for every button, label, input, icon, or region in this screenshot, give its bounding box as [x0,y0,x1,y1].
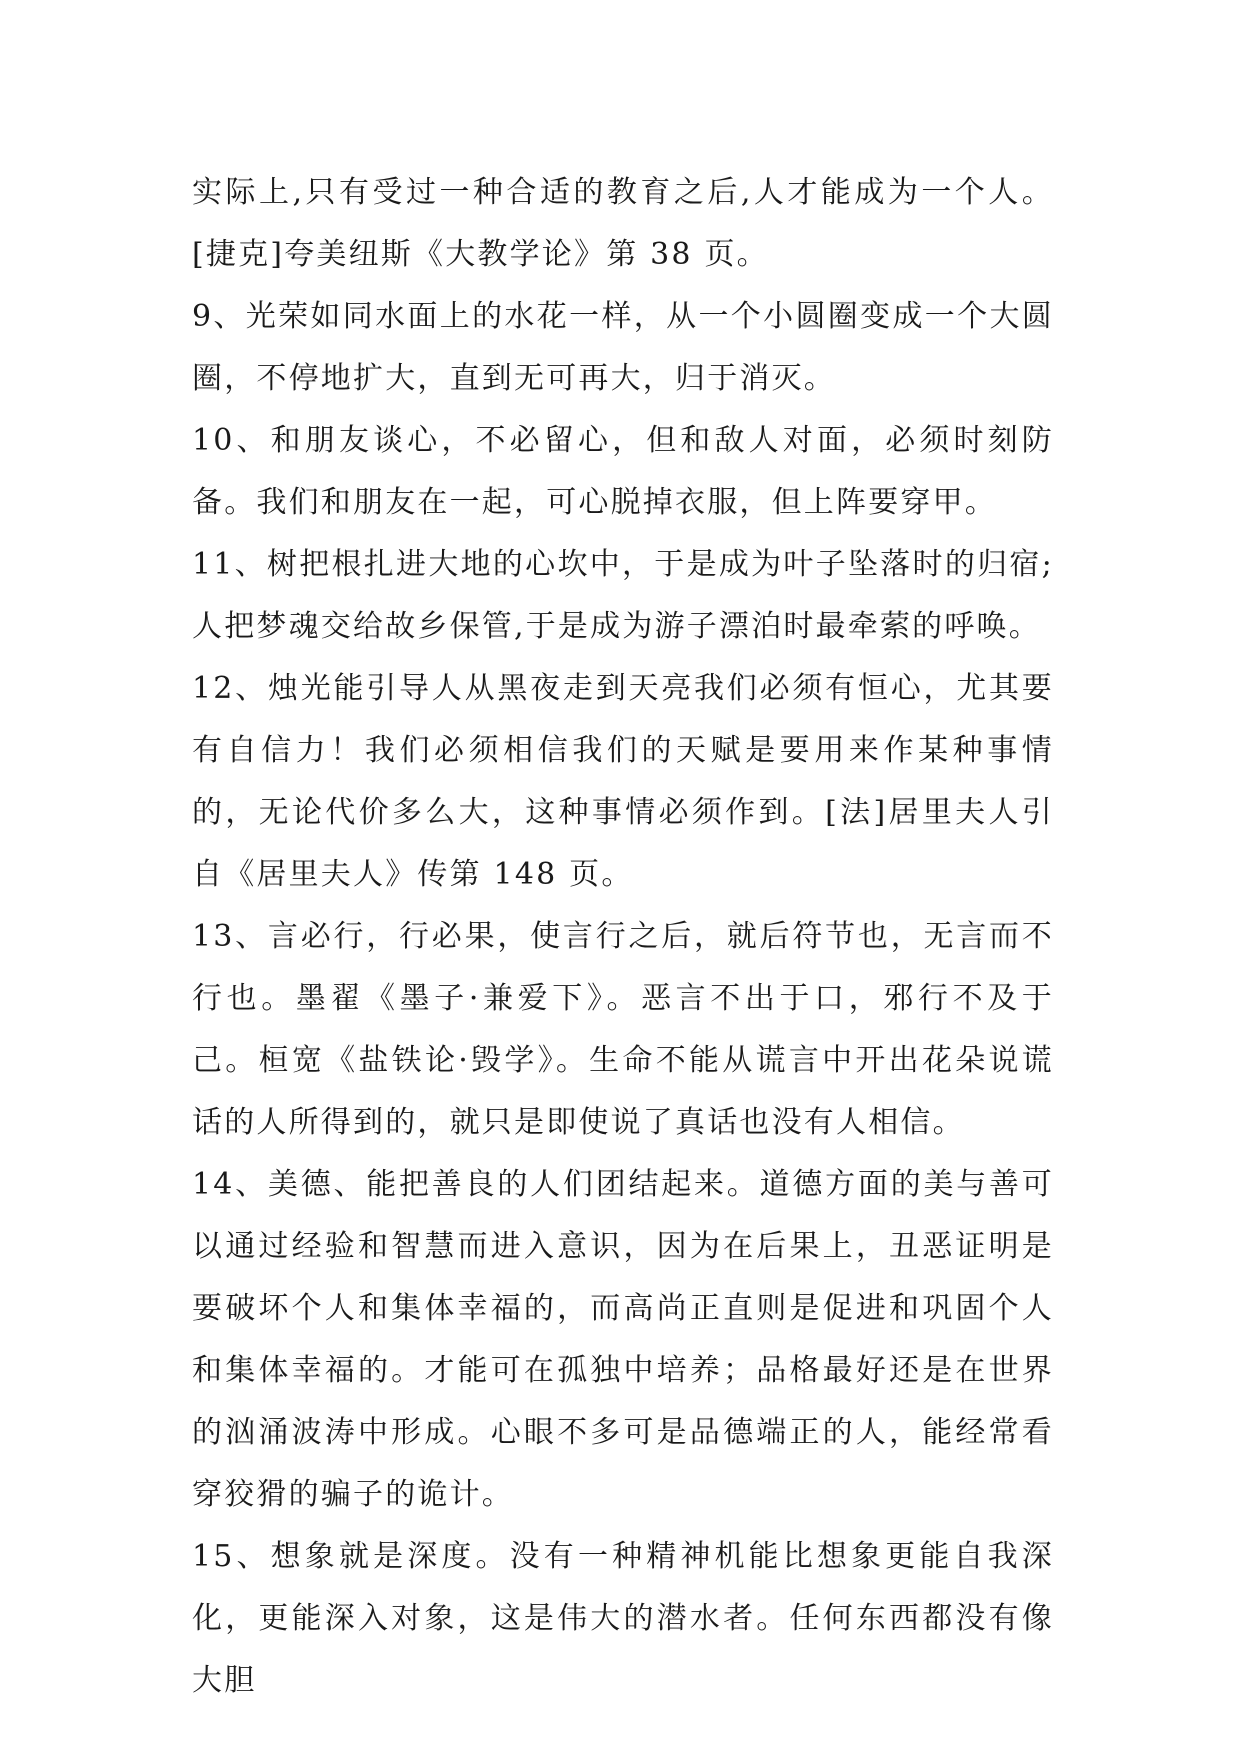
paragraph-intro-quote: 实际上,只有受过一种合适的教育之后,人才能成为一个人。[捷克]夸美纽斯《大教学论》第 38 页。 [192,175,1054,272]
paragraph-item-12: 12、烛光能引导人从黑夜走到天亮我们必须有恒心，尤其要有自信力！我们必须相信我们的天赋是要用来作某种事情的，无论代价多么大，这种事情必须作到。[法]居里夫人引自《居里夫人》传第 148 页。 [192,671,1054,892]
paragraph-item-15: 15、想象就是深度。没有一种精神机能比想象更能自我深化，更能深入对象，这是伟大的潜水者。任何东西都没有像大胆 [192,1539,1054,1698]
paragraph-item-10: 10、和朋友谈心，不必留心，但和敌人对面，必须时刻防备。我们和朋友在一起，可心脱掉衣服，但上阵要穿甲。 [192,423,1054,520]
paragraph-item-14: 14、美德、能把善良的人们团结起来。道德方面的美与善可以通过经验和智慧而进入意识，因为在后果上，丑恶证明是要破坏个人和集体幸福的，而高尚正直则是促进和巩固个人和集体幸福的。才能可在孤独中培养；品格最好还是在世界的汹涌波涛中形成。心眼不多可是品德端正的人，能经常看穿狡猾的骗子的诡计。 [192,1167,1054,1512]
paragraph-item-9: 9、光荣如同水面上的水花一样，从一个小圆圈变成一个大圆圈，不停地扩大，直到无可再大，归于消灭。 [192,299,1054,396]
document-page [192,162,1054,1712]
paragraph-item-13: 13、言必行，行必果，使言行之后，就后符节也，无言而不行也。墨翟《墨子·兼爱下》。恶言不出于口，邪行不及于己。桓宽《盐铁论·毁学》。生命不能从谎言中开出花朵说谎话的人所得到的，就只是即使说了真话也没有人相信。 [192,919,1054,1140]
paragraph-item-11: 11、树把根扎进大地的心坎中，于是成为叶子坠落时的归宿;人把梦魂交给故乡保管,于是成为游子漂泊时最牵萦的呼唤。 [192,547,1054,644]
